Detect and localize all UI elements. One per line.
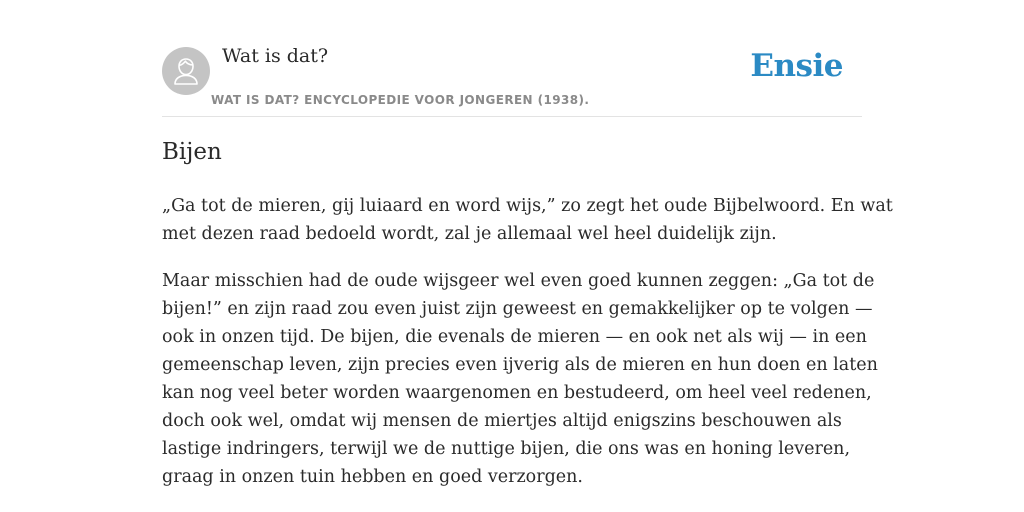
article-paragraph-2 <box>162 267 878 491</box>
article-header <box>162 0 862 117</box>
paragraph-line: ook in onzen tijd. De bijen, die evenals de mieren — en ook net als wij — in een <box>162 327 867 347</box>
paragraph-line: lastige indringers, terwijl we de nuttige bijen, die ons was en honing leveren, <box>162 439 851 459</box>
brand-logo[interactable]: Ensie <box>750 48 843 84</box>
article-container <box>162 0 893 487</box>
paragraph-line: Maar misschien had de oude wijsgeer wel even goed kunnen zeggen: „Ga tot de <box>162 271 875 291</box>
paragraph-line: „Ga tot de mieren, gij luiaard en word wijs,” zo zegt het oude Bijbelwoord. En wat <box>162 196 893 216</box>
author-name[interactable]: Wat is dat? <box>222 45 329 67</box>
paragraph-line: doch ook wel, omdat wij mensen de miertjes altijd enigszins beschouwen als <box>162 411 842 431</box>
paragraph-line: met dezen raad bedoeld wordt, zal je allemaal wel heel duidelijk zijn. <box>162 224 777 244</box>
source-label: WAT IS DAT? ENCYCLOPEDIE VOOR JONGEREN (1938). <box>211 93 590 107</box>
author-avatar[interactable] <box>162 47 210 95</box>
paragraph-line: gemeenschap leven, zijn precies even ijverig als de mieren en hun doen en laten <box>162 355 878 375</box>
article-paragraph-1 <box>162 192 893 248</box>
paragraph-line: kan nog veel beter worden waargenomen en bestudeerd, om heel veel redenen, <box>162 383 872 403</box>
paragraph-line: graag in onzen tuin hebben en goed verzorgen. <box>162 467 583 487</box>
article-title: Bijen <box>162 139 222 165</box>
user-avatar-icon <box>162 47 210 95</box>
paragraph-line: bijen!” en zijn raad zou even juist zijn geweest en gemakkelijker op te volgen — <box>162 299 873 319</box>
